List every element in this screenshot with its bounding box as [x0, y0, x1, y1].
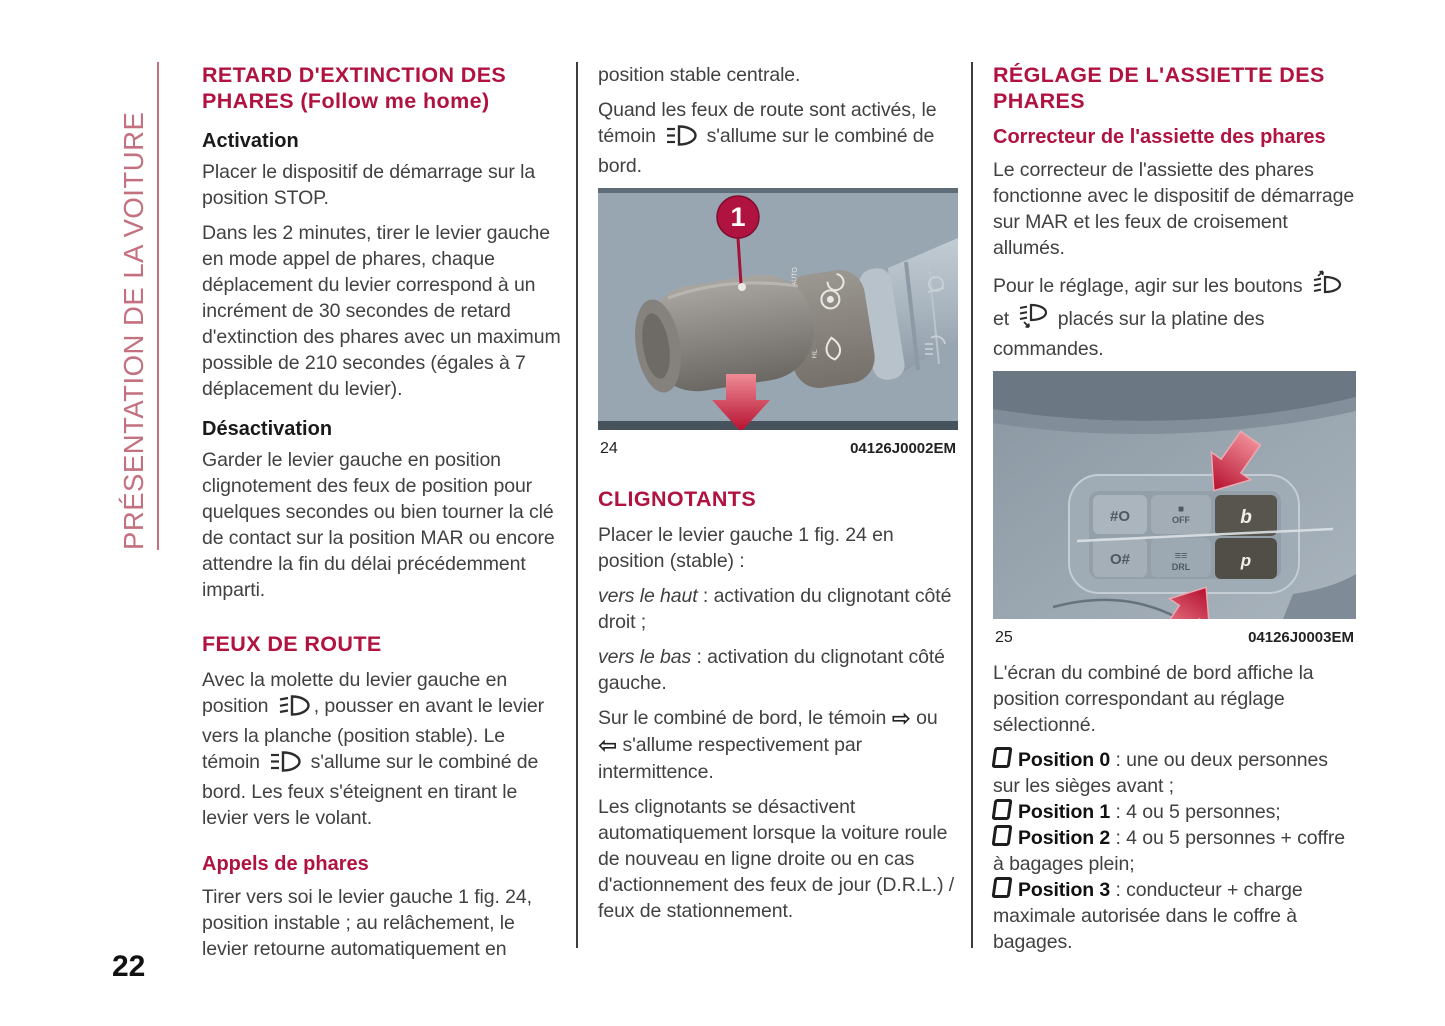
text-run: placés sur la platine des commandes.	[993, 308, 1265, 360]
figure-25-caption	[995, 629, 1354, 647]
section-title-reglage-assiette: RÉGLAGE DE L'ASSIETTE DES PHARES	[993, 63, 1325, 113]
text-run: ou	[916, 707, 938, 729]
svg-text:DRL: DRL	[1171, 562, 1191, 572]
paragraph-with-icons	[202, 667, 562, 831]
svg-text:O#: O#	[1109, 551, 1131, 568]
high-beam-icon	[269, 751, 301, 779]
subheading-correcteur: Correcteur de l'assiette des phares	[993, 126, 1326, 148]
paragraph: L'écran du combiné de bord affiche la position correspondant au réglage sélectionné.	[993, 662, 1314, 736]
position-label: Position 1	[1018, 801, 1111, 823]
stalk-lever-photo	[598, 188, 958, 430]
position-list-item	[993, 825, 1356, 877]
text-run: s'allume sur le combiné de bord.	[598, 125, 935, 177]
text-run: Sur le combiné de bord, le témoin	[598, 707, 887, 729]
low-beam-icon	[278, 695, 310, 723]
text-run: s'allume sur le combiné de bord. Les feux s'éteignent en tirant le levier vers le volant.	[202, 751, 539, 829]
paragraph	[598, 583, 958, 635]
position-square-icon	[992, 747, 1013, 768]
position-text: : une ou deux personnes sur les sièges avant ;	[993, 749, 1328, 797]
column-divider	[971, 62, 973, 948]
paragraph-with-icons	[598, 705, 958, 785]
text-run: s'allume respectivement par intermittence.	[598, 734, 862, 783]
figure-code: 04126J0003EM	[1248, 629, 1354, 646]
subheading-activation: Activation	[202, 130, 299, 152]
section-sidebar-label: PRÉSENTATION DE LA VOITURE	[118, 62, 159, 550]
text-run: Quand les feux de route sont activés, le témoin	[598, 99, 937, 147]
svg-text:HL: HL	[811, 349, 819, 359]
headlight-level-up-icon	[1312, 270, 1342, 303]
paragraph	[598, 644, 958, 696]
figure-25	[993, 371, 1356, 647]
section-title-clignotants: CLIGNOTANTS	[598, 487, 757, 511]
figure-24	[598, 188, 958, 458]
column-divider	[576, 62, 578, 948]
position-text: : 4 ou 5 personnes;	[1110, 801, 1281, 823]
text-run-italic: vers le bas	[598, 646, 692, 668]
text-run: : activation du clignotant côté droit ;	[598, 585, 952, 633]
svg-text:p: p	[1240, 551, 1252, 570]
position-label: Position 3	[1018, 879, 1111, 901]
paragraph-with-icons	[993, 270, 1356, 362]
position-list-item	[993, 799, 1356, 825]
headlight-control-panel-photo	[993, 371, 1356, 619]
text-run: Pour le réglage, agir sur les boutons	[993, 275, 1303, 297]
section-title-feux-de-route: FEUX DE ROUTE	[202, 632, 382, 656]
paragraph: Placer le levier gauche 1 fig. 24 en position (stable) :	[598, 524, 894, 572]
column-3	[993, 62, 1356, 955]
turn-signal-left-icon: ⇦	[598, 733, 618, 759]
column-1	[202, 62, 562, 971]
paragraph-with-icons	[598, 97, 958, 179]
high-beam-icon	[665, 125, 697, 153]
svg-text:■: ■	[1177, 504, 1185, 515]
paragraph: Garder le levier gauche en position clignotement des feux de position pour quelques secondes ou bien tourner la clé de contact sur la position MAR ou encore attendre la fin du délai précédemment imparti.	[202, 449, 555, 601]
position-square-icon	[992, 825, 1013, 846]
svg-text:OFF: OFF	[1172, 515, 1190, 525]
position-list-item	[993, 877, 1356, 955]
svg-text:AUTO: AUTO	[790, 267, 799, 287]
figure-24-caption	[600, 440, 956, 458]
page-number: 22	[112, 950, 146, 983]
position-square-icon	[992, 877, 1013, 898]
figure-number: 25	[995, 629, 1013, 646]
text-run: : activation du clignotant côté gauche.	[598, 646, 945, 694]
paragraph: Les clignotants se désactivent automatiquement lorsque la voiture roule de nouveau en ligne droite ou en cas d'actionnement des feux de jour (D.R.L.) / feux de stationnement.	[598, 796, 955, 922]
text-run: et	[993, 308, 1010, 330]
position-list-item	[993, 747, 1356, 799]
position-square-icon	[992, 799, 1013, 820]
text-run: Avec la molette du levier gauche en position	[202, 669, 508, 717]
position-label: Position 2	[1018, 827, 1111, 849]
svg-text:≡≡: ≡≡	[1174, 550, 1188, 562]
paragraph: Le correcteur de l'assiette des phares fonctionne avec le dispositif de démarrage sur MAR et les feux de croisement allumés.	[993, 159, 1355, 259]
headlight-level-down-icon	[1018, 303, 1048, 336]
subheading-desactivation: Désactivation	[202, 418, 333, 440]
text-run-italic: vers le haut	[598, 585, 698, 607]
svg-text:#O: #O	[1109, 508, 1131, 525]
position-text: : conducteur + charge maximale autorisée dans le coffre à bagages.	[993, 879, 1303, 953]
paragraph: Placer le dispositif de démarrage sur la position STOP.	[202, 161, 536, 209]
column-2	[598, 62, 958, 933]
position-text: : 4 ou 5 personnes + coffre à bagages plein;	[993, 827, 1345, 875]
figure-code: 04126J0002EM	[850, 440, 956, 457]
position-label: Position 0	[1018, 749, 1111, 771]
paragraph: Tirer vers soi le levier gauche 1 fig. 24, position instable ; au relâchement, le levier retourne automatiquement en	[202, 886, 532, 960]
subheading-appels-de-phares: Appels de phares	[202, 853, 369, 875]
section-title-retard-extinction: RETARD D'EXTINCTION DES PHARES (Follow me home)	[202, 63, 507, 113]
figure-number: 24	[600, 440, 618, 457]
paragraph: position stable centrale.	[598, 64, 801, 86]
callout-1-number: 1	[730, 202, 746, 232]
paragraph: Dans les 2 minutes, tirer le levier gauche en mode appel de phares, chaque déplacement du levier correspond à un incrément de 30 secondes de retard d'extinction des phares avec un maximum possible de 210 secondes (égales à 7 déplacement du levier).	[202, 222, 561, 400]
turn-signal-right-icon: ⇨	[891, 706, 911, 732]
svg-text:b: b	[1240, 507, 1252, 528]
text-run: , pousser en avant le levier vers la planche (position stable). Le témoin	[202, 695, 544, 773]
